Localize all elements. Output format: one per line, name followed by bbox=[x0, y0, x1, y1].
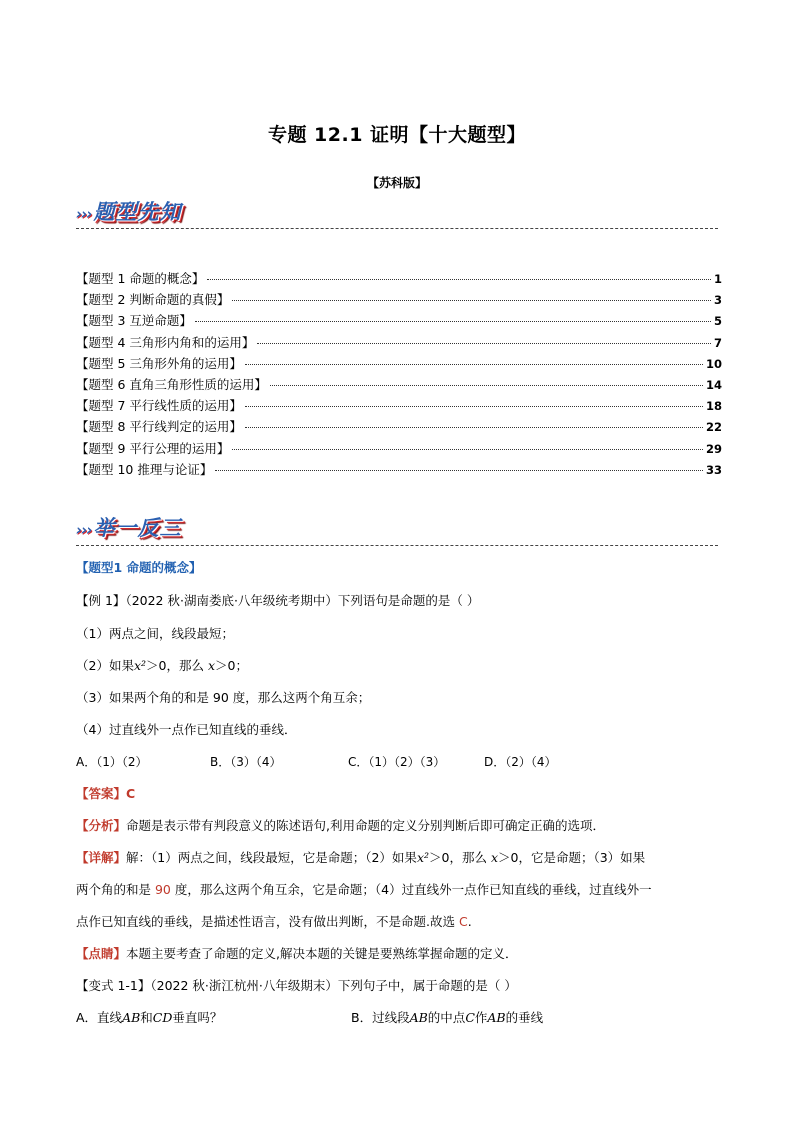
example-question: 【例 1】（2022 秋·湖南娄底·八年级统考期中）下列语句是命题的是（ ） bbox=[76, 593, 480, 608]
detail-line: 点作已知直线的垂线，是描述性语言，没有做出判断，不是命题.故选 C. bbox=[76, 914, 472, 929]
detail-line: 【详解】解：（1）两点之间，线段最短，它是命题；（2）如果x²＞0，那么 x＞0，它是命题；（3）如果 bbox=[76, 850, 646, 865]
banner-arrows-icon: ››› bbox=[76, 521, 92, 539]
section-heading: 【题型1 命题的概念】 bbox=[76, 560, 202, 575]
answer-options bbox=[76, 752, 557, 772]
answer-line: 【答案】C bbox=[76, 786, 136, 801]
toc-row[interactable]: 【题型 10 推理与论证】 33 bbox=[76, 461, 722, 477]
option-d[interactable]: D．（2）（4） bbox=[484, 755, 557, 769]
variant-option-a[interactable]: A．直线AB和CD垂直吗？ bbox=[76, 1010, 223, 1025]
variant-option-b[interactable]: B．过线段AB的中点C作AB的垂线 bbox=[351, 1010, 544, 1025]
option-c[interactable]: C．（1）（2）（3） bbox=[348, 755, 446, 769]
table-of-contents bbox=[76, 269, 722, 481]
analysis-line: 【分析】命题是表示带有判段意义的陈述语句,利用命题的定义分别判断后即可确定正确的选项． bbox=[76, 818, 605, 833]
toc-row[interactable]: 【题型 4 三角形内角和的运用】 7 bbox=[76, 334, 722, 350]
toc-row[interactable]: 【题型 1 命题的概念】 1 bbox=[76, 271, 722, 286]
toc-row[interactable]: 【题型 2 判断命题的真假】 3 bbox=[76, 292, 722, 308]
detail-line: 两个角的和是 90 度，那么这两个角互余，它是命题；（4）过直线外一点作已知直线的垂线，过直线外一 bbox=[76, 882, 652, 897]
option-a[interactable]: A．（1）（2） bbox=[76, 755, 148, 769]
banner-arrows-icon: ››› bbox=[76, 205, 92, 223]
edition-label: 【苏科版】 bbox=[366, 176, 427, 190]
banner-practice-text: 举一反三 bbox=[93, 516, 182, 540]
banner-intro-text: 题型先知 bbox=[93, 200, 182, 224]
question-item: （3）如果两个角的和是 90 度，那么这两个角互余； bbox=[76, 690, 371, 705]
option-b[interactable]: B．（3）（4） bbox=[210, 755, 282, 769]
question-item: （2）如果x²＞0，那么 x＞0； bbox=[76, 658, 248, 673]
toc-row[interactable]: 【题型 7 平行线性质的运用】 18 bbox=[76, 398, 722, 414]
toc-row[interactable]: 【题型 6 直角三角形性质的运用】 14 bbox=[76, 376, 722, 392]
question-item: （4）过直线外一点作已知直线的垂线． bbox=[76, 722, 297, 737]
page-title: 专题 12.1 证明【十大题型】 bbox=[267, 124, 527, 146]
toc-row[interactable]: 【题型 9 平行公理的运用】 29 bbox=[76, 440, 722, 456]
banner-practice bbox=[76, 512, 182, 546]
banner-intro bbox=[76, 196, 182, 230]
toc-row[interactable]: 【题型 5 三角形外角的运用】 10 bbox=[76, 355, 722, 371]
question-item: （1）两点之间，线段最短； bbox=[76, 626, 234, 641]
variant-options bbox=[76, 1008, 543, 1028]
divider bbox=[76, 228, 718, 229]
toc-row[interactable]: 【题型 3 互逆命题】 5 bbox=[76, 313, 722, 329]
answer-value: C bbox=[126, 786, 136, 801]
toc-row[interactable]: 【题型 8 平行线判定的运用】 22 bbox=[76, 419, 722, 435]
variant-question: 【变式 1-1】（2022 秋·浙江杭州·八年级期末）下列句子中，属于命题的是（ ） bbox=[76, 978, 517, 993]
divider bbox=[76, 545, 718, 546]
comment-line: 【点睛】本题主要考查了命题的定义,解决本题的关键是要熟练掌握命题的定义． bbox=[76, 946, 518, 961]
